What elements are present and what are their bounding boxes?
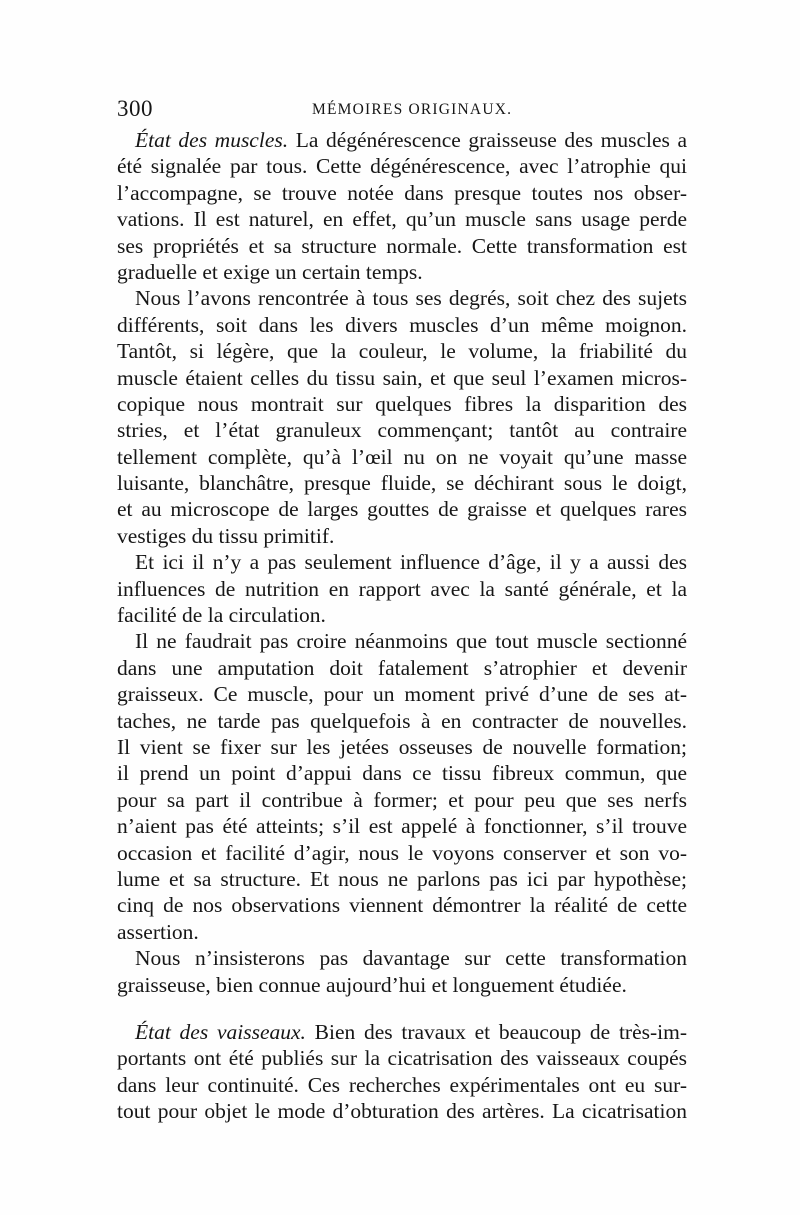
text-line: graisseuse, bien connue aujourd’hui et longuement étudiée. [117, 972, 627, 997]
text-line: vations. Il est naturel, en effet, qu’un muscle sans usage perde [117, 207, 687, 232]
text-line: lume et sa structure. Et nous ne parlons pas ici par hypothèse; [117, 866, 687, 891]
text-line: cinq de nos observations viennent démontrer la réalité de cette [117, 893, 687, 918]
section-title-vessels: État des vaisseaux. [135, 1019, 306, 1044]
text-line: La dégénérescence graisseuse des muscles a [288, 128, 687, 152]
text-line: tout pour objet le mode d’obturation des artères. La cicatrisation [117, 1099, 687, 1124]
text-line: copique nous montrait sur quelques fibres la disparition des [117, 391, 687, 416]
text-line: il prend un point d’appui dans ce tissu fibreux commun, que [117, 761, 687, 786]
text-line: n’aient pas été atteints; s’il est appelé à fonctionner, s’il trouve [117, 814, 687, 839]
text-line: dans une amputation doit fatalement s’atrophier et devenir [117, 655, 687, 680]
text-line: facilité de la circulation. [117, 603, 326, 628]
running-head [117, 96, 687, 122]
text-line: tellement complète, qu’à l’œil nu on ne voyait qu’une masse [117, 444, 687, 469]
text-line: graduelle et exige un certain temps. [117, 259, 423, 284]
text-line: graisseux. Ce muscle, pour un moment privé d’une de ses at- [117, 682, 687, 707]
text-line: Il ne faudrait pas croire néanmoins que tout muscle sectionné [135, 629, 687, 654]
text-line: différents, soit dans les divers muscles d’un même moignon. [117, 312, 687, 337]
text-line: assertion. [117, 919, 199, 944]
text-line: et au microscope de larges gouttes de graisse et quelques rares [117, 497, 687, 522]
text-line: taches, ne tarde pas quelquefois à en contracter de nouvelles. [117, 708, 687, 733]
text-line: stries, et l’état granuleux commençant; tantôt au contraire [117, 418, 687, 443]
body-text [117, 127, 687, 1124]
section-gap [117, 998, 687, 1019]
text-line: été signalée par tous. Cette dégénérescence, avec l’atrophie qui [117, 154, 687, 179]
text-line: vestiges du tissu primitif. [117, 523, 335, 548]
text-line: pour sa part il contribue à former; et pour peu que ses nerfs [117, 787, 687, 812]
text-line: influences de nutrition en rapport avec la santé générale, et la [117, 576, 687, 601]
text-line: luisante, blanchâtre, presque fluide, se déchirant sous le doigt, [117, 471, 687, 496]
text-line: ses propriétés et sa structure normale. Cette transformation est [117, 233, 687, 258]
text-line: occasion et facilité d’agir, nous le voyons conserver et son vo- [117, 840, 687, 865]
page-number: 300 [117, 96, 153, 121]
text-line: muscle étaient celles du tissu sain, et que seul l’examen micros- [117, 365, 687, 390]
text-line: Bien des travaux et beaucoup de très-im- [305, 1019, 688, 1044]
text-line: Nous l’avons rencontrée à tous ses degrés, soit chez des sujets [135, 286, 687, 311]
text-line: Tantôt, si légère, que la couleur, le volume, la friabilité du [117, 339, 687, 364]
section-heading-line [117, 1019, 687, 1045]
text-line: Il vient se fixer sur les jetées osseuses de nouvelle formation; [117, 734, 687, 759]
running-title: MÉMOIRES ORIGINAUX. [312, 101, 513, 118]
text-line: Et ici il n’y a pas seulement influence d’âge, il y a aussi des [135, 550, 687, 575]
text-line: Nous n’insisterons pas davantage sur cette transformation [135, 946, 687, 971]
text-line: dans leur continuité. Ces recherches expérimentales ont eu sur- [117, 1072, 687, 1097]
text-line: portants ont été publiés sur la cicatrisation des vaisseaux coupés [117, 1046, 687, 1071]
section-heading-line [117, 127, 687, 153]
text-line: l’accompagne, se trouve notée dans presque toutes nos obser- [117, 180, 687, 205]
section-title-muscles: État des muscles. [135, 128, 289, 152]
